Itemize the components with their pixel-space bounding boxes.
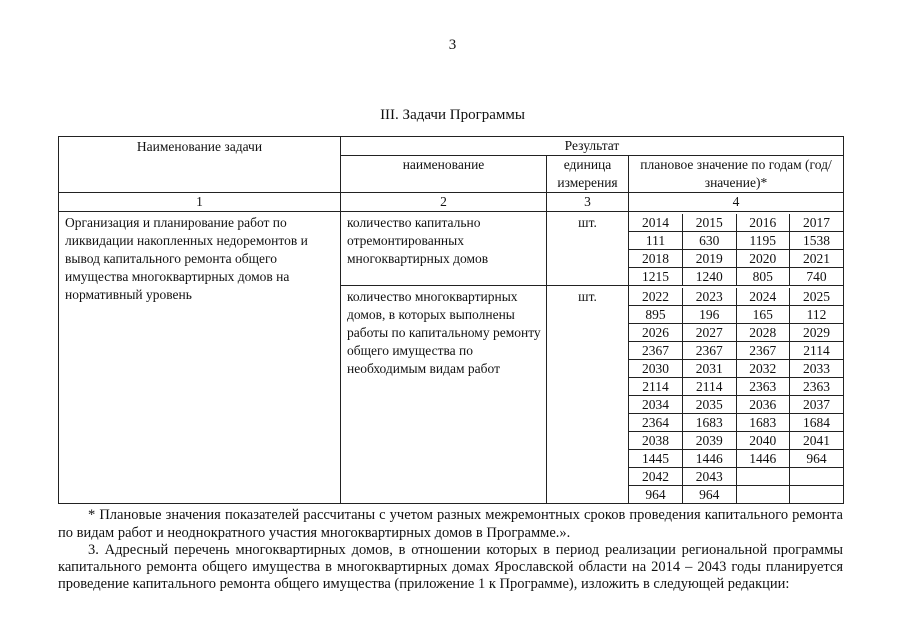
value-cell: 964 — [790, 450, 844, 468]
tasks-table — [58, 136, 844, 504]
section-title: III. Задачи Программы — [380, 107, 525, 123]
year-cell: 2042 — [629, 468, 683, 486]
page-number: 3 — [448, 37, 457, 53]
header-task-name: Наименование задачи — [59, 137, 341, 193]
years-row — [629, 250, 843, 268]
year-cell: 2017 — [790, 214, 844, 232]
planned-values-grid — [629, 214, 843, 285]
value-cell — [736, 486, 790, 504]
years-row — [629, 396, 843, 414]
value-cell: 805 — [736, 268, 790, 286]
year-cell: 2038 — [629, 432, 683, 450]
col-number-1: 1 — [59, 193, 341, 212]
year-cell: 2018 — [629, 250, 683, 268]
value-cell: 111 — [629, 232, 683, 250]
paragraph-3: 3. Адресный перечень многоквартирных домов, в отношении которых в период реализации региональной программы капитального ремонта общего имущества в многоквартирных домах Ярославской области на 2014 – 2043 годы планируется проведение капитального ремонта общего имущества (приложение 1 к Программе), изложить в следующей редакции: — [58, 542, 843, 592]
value-cell: 2363 — [736, 378, 790, 396]
year-cell: 2033 — [790, 360, 844, 378]
year-cell: 2039 — [683, 432, 737, 450]
value-cell: 964 — [683, 486, 737, 504]
year-cell: 2031 — [683, 360, 737, 378]
value-cell: 1683 — [683, 414, 737, 432]
years-row — [629, 214, 843, 232]
year-cell: 2019 — [683, 250, 737, 268]
year-cell: 2022 — [629, 288, 683, 306]
col-number-2: 2 — [341, 193, 547, 212]
value-cell: 2367 — [683, 342, 737, 360]
value-cell: 1215 — [629, 268, 683, 286]
planned-values-cell — [629, 286, 844, 504]
years-row — [629, 360, 843, 378]
indicator-unit: шт. — [547, 212, 629, 286]
year-cell: 2023 — [683, 288, 737, 306]
year-cell: 2035 — [683, 396, 737, 414]
value-cell: 2367 — [736, 342, 790, 360]
year-cell: 2014 — [629, 214, 683, 232]
values-row — [629, 414, 843, 432]
value-cell: 1538 — [790, 232, 844, 250]
value-cell: 1240 — [683, 268, 737, 286]
col-number-4: 4 — [629, 193, 844, 212]
values-row — [629, 450, 843, 468]
footnote: * Плановые значения показателей рассчитаны с учетом разных межремонтных сроков проведения капитального ремонта по видам работ и неоднократного участия многоквартирных домов в Программе.». — [58, 507, 843, 541]
task-description: Организация и планирование работ по ликвидации накопленных недоремонтов и вывод капитального ремонта общего имущества многоквартирных домов на нормативный уровень — [59, 212, 341, 504]
year-cell: 2024 — [736, 288, 790, 306]
value-cell — [790, 486, 844, 504]
year-cell: 2030 — [629, 360, 683, 378]
value-cell: 2114 — [629, 378, 683, 396]
years-row — [629, 288, 843, 306]
value-cell: 2367 — [629, 342, 683, 360]
year-cell: 2029 — [790, 324, 844, 342]
value-cell: 2364 — [629, 414, 683, 432]
year-cell: 2036 — [736, 396, 790, 414]
value-cell: 1446 — [736, 450, 790, 468]
header-indicator-name: наименование — [341, 156, 547, 193]
year-cell: 2016 — [736, 214, 790, 232]
values-row — [629, 342, 843, 360]
year-cell: 2025 — [790, 288, 844, 306]
year-cell: 2027 — [683, 324, 737, 342]
value-cell: 1683 — [736, 414, 790, 432]
indicator-name: количество капитально отремонтированных многоквартирных домов — [341, 212, 547, 286]
values-row — [629, 268, 843, 286]
year-cell — [736, 468, 790, 486]
year-cell: 2043 — [683, 468, 737, 486]
value-cell: 1445 — [629, 450, 683, 468]
year-cell: 2020 — [736, 250, 790, 268]
year-cell: 2034 — [629, 396, 683, 414]
header-unit: единица измерения — [547, 156, 629, 193]
value-cell: 2114 — [790, 342, 844, 360]
year-cell: 2040 — [736, 432, 790, 450]
planned-values-cell — [629, 212, 844, 286]
indicator-unit: шт. — [547, 286, 629, 504]
value-cell: 2114 — [683, 378, 737, 396]
year-cell: 2037 — [790, 396, 844, 414]
years-row — [629, 468, 843, 486]
values-row — [629, 306, 843, 324]
col-number-3: 3 — [547, 193, 629, 212]
years-row — [629, 432, 843, 450]
year-cell: 2015 — [683, 214, 737, 232]
value-cell: 895 — [629, 306, 683, 324]
value-cell: 112 — [790, 306, 844, 324]
year-cell: 2028 — [736, 324, 790, 342]
value-cell: 1684 — [790, 414, 844, 432]
year-cell: 2032 — [736, 360, 790, 378]
year-cell — [790, 468, 844, 486]
year-cell: 2041 — [790, 432, 844, 450]
value-cell: 740 — [790, 268, 844, 286]
values-row — [629, 378, 843, 396]
header-planned-values: плановое значение по годам (год/значение)* — [629, 156, 844, 193]
value-cell: 964 — [629, 486, 683, 504]
value-cell: 1446 — [683, 450, 737, 468]
indicator-name: количество многоквартирных домов, в которых выполнены работы по капитальному ремонту общего имущества по необходимым видам работ — [341, 286, 547, 504]
value-cell: 165 — [736, 306, 790, 324]
header-result: Результат — [341, 137, 844, 156]
planned-values-grid — [629, 288, 843, 503]
year-cell: 2026 — [629, 324, 683, 342]
value-cell: 630 — [683, 232, 737, 250]
values-row — [629, 486, 843, 504]
value-cell: 1195 — [736, 232, 790, 250]
value-cell: 2363 — [790, 378, 844, 396]
year-cell: 2021 — [790, 250, 844, 268]
years-row — [629, 324, 843, 342]
values-row — [629, 232, 843, 250]
value-cell: 196 — [683, 306, 737, 324]
